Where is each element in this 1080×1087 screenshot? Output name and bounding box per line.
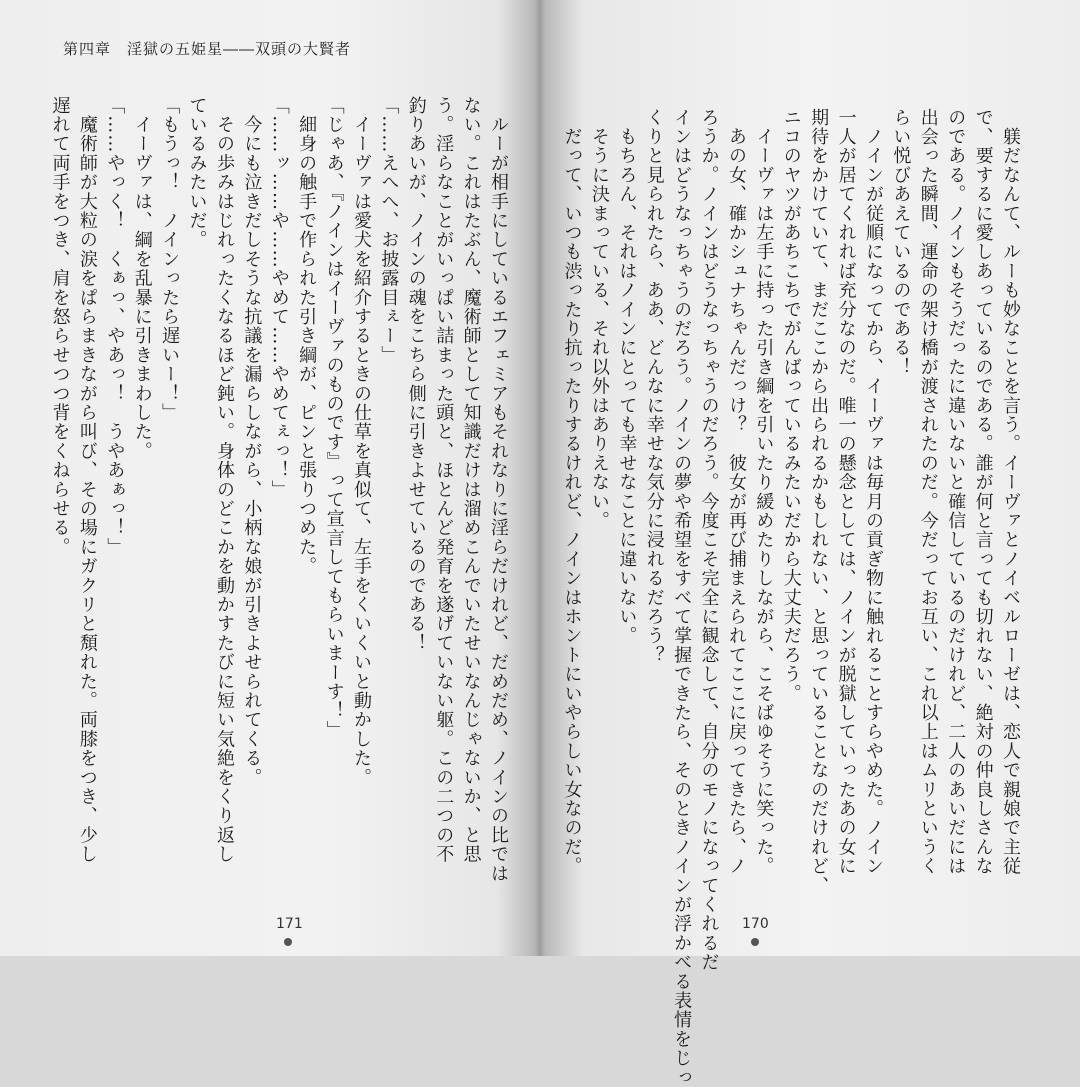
text-line: 一人が居てくれれば充分なのだ。唯一の懸念としては、ノインが脱獄していったあの女に	[835, 108, 857, 876]
text-line: で、要するに愛しあっているのである。誰が何と言っても切れない、絶対の仲良しさんな	[972, 108, 994, 876]
text-line: 「じゃあ、『ノインはイーヴァのものです』って宣言してもらいまーす！」	[323, 96, 345, 740]
text-line: 釣りあいが、ノインの魂をこちら側に引きよせているのである！	[405, 96, 427, 653]
page-marker-dot	[751, 938, 759, 946]
text-line: 細身の触手で作られた引き綱が、ピンと張りつめた。	[296, 96, 318, 576]
text-line: のである。ノインもそうだったに違いないと確信しているのだけれど、二人のあいだには	[945, 108, 967, 876]
text-line: くりと見られたら、ああ、どんなに幸せな気分に浸れるだろう？	[643, 108, 665, 665]
page-number: 170	[742, 916, 769, 932]
text-line: ているみたいだ。	[186, 96, 208, 250]
text-line: あの女、確かシュナちゃんだっけ？ 彼女が再び捕まえられてここに戻ってきたら、ノ	[725, 108, 747, 876]
text-line: だって、いつも渋ったり抗ったりするけれど、ノインはホントにいやらしい女なのだ。	[561, 108, 583, 876]
text-line: 「……ッ……や……やめて……やめてぇっ！」	[268, 96, 290, 500]
page-marker-dot	[284, 938, 292, 946]
text-line: 躾だなんて、ルーも妙なことを言う。イーヴァとノイベルローゼは、恋人で親娘で主従	[1000, 108, 1021, 876]
text-line: 遅れて両手をつき、肩を怒らせつつ背をくねらせる。	[49, 96, 71, 557]
text-line: 今にも泣きだしそうな抗議を漏らしながら、小柄な娘が引きよせられてくる。	[241, 96, 263, 788]
text-line: ノインが従順になってから、イーヴァは毎月の貢ぎ物に触れることすらやめた。ノイン	[862, 108, 884, 876]
page-number: 171	[276, 916, 303, 932]
text-line: 「……やっく！ くぁっ、やあっ！ うやあぁっ！」	[104, 96, 126, 557]
text-line: そうに決まっている、それ以外はありえない。	[588, 108, 610, 531]
text-line: もちろん、それはノインにとっても幸せなことに違いない。	[616, 108, 638, 646]
text-line: イーヴァは、綱を乱暴に引きまわした。	[131, 96, 153, 461]
text-line: ニコのヤツがあちこちでがんばっているみたいだから大丈夫だろう。	[780, 108, 802, 704]
text-line: 魔術師が大粒の涙をぱらまきながら叫び、その場にガクリと頽れた。両膝をつき、少し	[76, 96, 98, 864]
running-head: 第四章 淫獄の五姫星――双頭の大賢者	[63, 40, 352, 58]
text-line: 出会った瞬間、運命の架け橋が渡されたのだ。今だってお互い、これ以上はムリというく	[917, 108, 939, 876]
text-line: イーヴァは左手に持った引き綱を引いたり緩めたりしながら、こそばゆそうに笑った。	[753, 108, 775, 876]
text-line: らい悦びあえているのである！	[890, 108, 912, 377]
text-line: ろうか。ノインはどうなっちゃうのだろう。今度こそ完全に観念して、自分のモノになってくれるだ	[698, 108, 720, 972]
text-line: ルーが相手にしているエフェミアもそれなりに淫らだけれど、だめだめ、ノインの比では	[488, 96, 509, 884]
text-line: 期待をかけていて、まだここから出られるかもしれない、と思っていることなのだけれど、	[808, 108, 830, 896]
text-line: ない。これはたぶん、魔術師として知識だけは溜めこんでいたせいなんじゃないか、と思	[460, 96, 482, 864]
text-line: インはどうなっちゃうのだろう。ノインの夢や希望をすべて掌握できたら、そのときノインが浮かべる表情をじっ	[671, 108, 693, 1087]
text-line: イーヴァは愛犬を紹介するときの仕草を真似て、左手をくいくいと動かした。	[350, 96, 372, 788]
left-page	[0, 0, 528, 956]
left-page-body	[49, 96, 512, 884]
right-page	[528, 0, 1080, 1087]
text-line: 「……えへへ、お披露目ぇー」	[378, 96, 400, 365]
text-line: その歩みはじれったくなるほど鈍い。身体のどこかを動かすたびに短い気絶をくり返し	[213, 96, 235, 864]
text-line: う。淫らなことがいっぱい詰まった頭と、ほとんど発育を遂げていない躯。この二つの不	[433, 96, 455, 864]
text-line: 「もうっ！ ノインったら遅いー！」	[159, 96, 181, 423]
